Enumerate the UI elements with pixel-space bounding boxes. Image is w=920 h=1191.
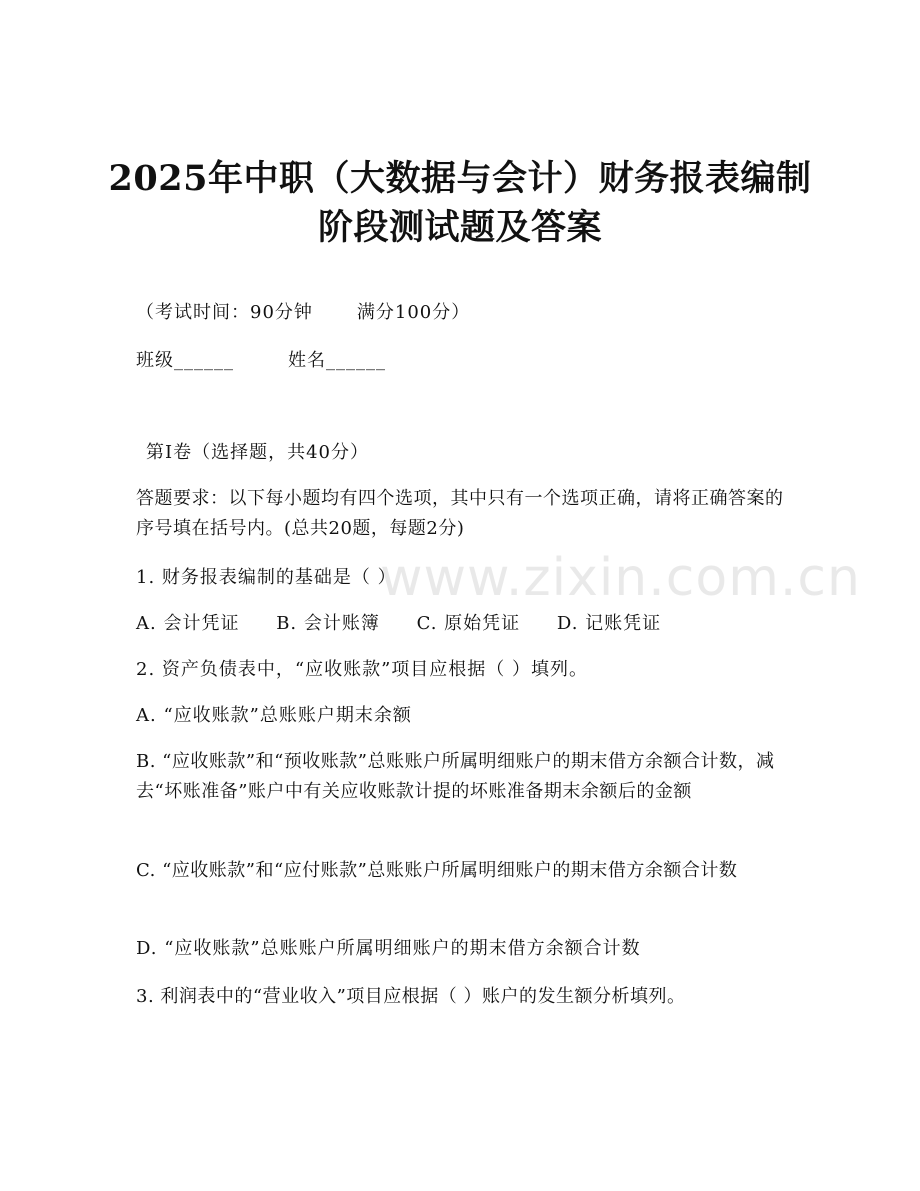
document-title-line-1: 2025年中职（大数据与会计）财务报表编制 [108,158,812,199]
question-2-option-d: D. “应收账款”总账账户所属明细账户的期末借方余额合计数 [136,938,641,959]
watermark: www.zixin.com.cn [380,548,861,608]
question-3-stem: 3. 利润表中的“营业收入”项目应根据（ ）账户的发生额分析填列。 [136,986,686,1007]
question-2-option-a: A. “应收账款”总账账户期末余额 [136,705,412,726]
student-fields [136,346,386,376]
question-1-options [136,609,691,639]
exam-time: （考试时间：90分钟 [136,302,313,323]
exam-info [136,298,470,328]
question-1-option-a: A. 会计凭证 [136,613,240,634]
document-title-line-2: 阶段测试题及答案 [317,207,602,248]
question-2-option-b: B. “应收账款”和“预收账款”总账账户所属明细账户的期末借方余额合计数，减去“坏账准备”账户中有关应收账款计提的坏账准备期末余额后的金额 [136,751,775,802]
question-1-stem: 1. 财务报表编制的基础是（ ） [136,567,397,588]
question-1-option-d: D. 记账凭证 [556,613,662,634]
question-1-option-b: B. 会计账簿 [276,613,380,634]
question-1-option-c: C. 原始凭证 [416,613,521,634]
name-field: 姓名______ [288,350,386,371]
section-heading: 第I卷（选择题，共40分） [146,442,370,463]
exam-full-score: 满分100分） [356,302,471,323]
class-field: 班级______ [136,350,234,371]
question-2-option-c: C. “应收账款”和“应付账款”总账账户所属明细账户的期末借方余额合计数 [136,860,738,881]
instructions: 答题要求：以下每小题均有四个选项，其中只有一个选项正确，请将正确答案的序号填在括号内。(总共20题，每题2分) [136,488,784,539]
question-2-stem: 2. 资产负债表中，“应收账款”项目应根据（ ）填列。 [136,659,589,680]
